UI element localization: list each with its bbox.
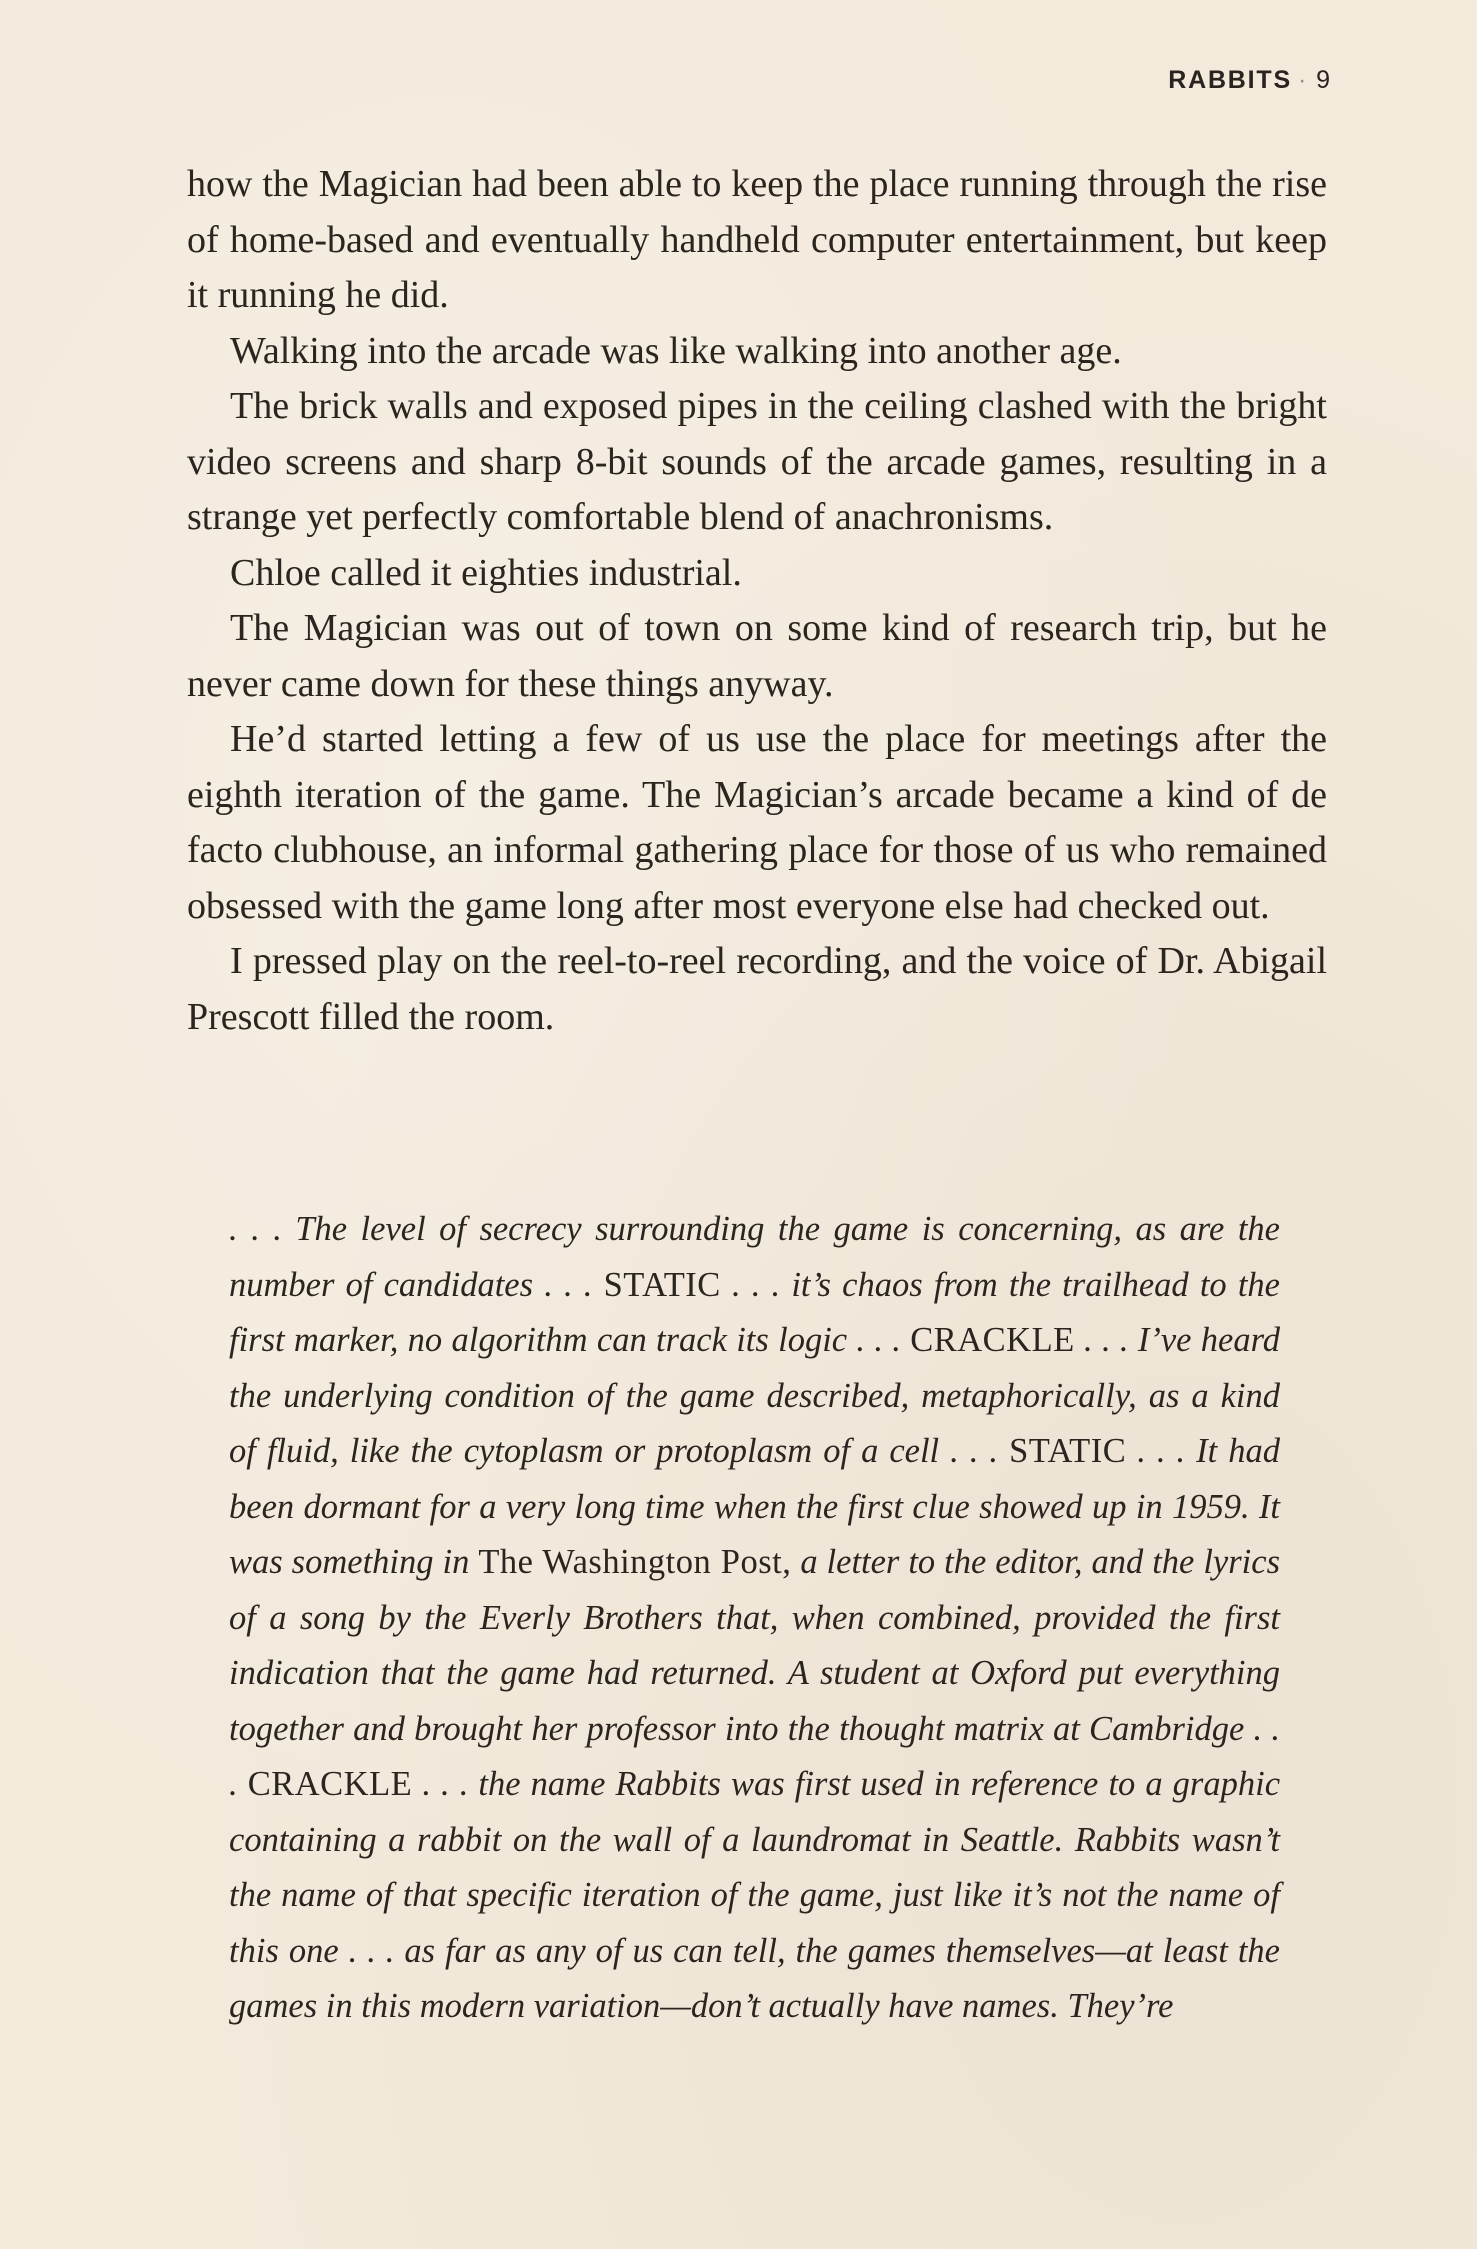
paragraph-clubhouse: He’d started letting a few of us use the place for meetings after the eighth iteration of the game. The Magician’s arcade became a kind of de facto clubhouse, an informal gathering place for those of us who remained obsessed with the game long after most everyone else had checked out. (187, 718, 1327, 927)
body-text (187, 157, 1327, 1045)
paragraph-continuation: how the Magician had been able to keep the place running through the rise of home-based and eventually handheld computer entertainment, but keep it running he did. (187, 163, 1327, 316)
header-separator: · (1297, 66, 1309, 94)
transcript-segment: a letter to the editor, and the lyrics of a song by the Everly Brothers that, when combined, provided the first indication that the game had returned. A student at Oxford put everything together and brought her professor into the thought matrix at Cambridge . . . (229, 1543, 1280, 1803)
transcript-text (229, 1202, 1280, 2035)
transcript-static: STATIC (603, 1265, 721, 1304)
transcript-newspaper-title: The Washington Post, (478, 1543, 792, 1581)
paragraph-arcade-age: Walking into the arcade was like walking into another age. (230, 329, 1122, 372)
transcript-segment: . . . the name Rabbits was first used in reference to a graphic containing a rabbit on the wall of a laundromat in Seattle. Rabbits wasn’t the name of that specific iteration of the game, just like it’s not the name of this one . . . as far as any of us can tell, the games themselves—at least the games in this modern variation—don’t actually have names. They’re (229, 1765, 1281, 2025)
transcript-segment: . . . The level of secrecy surrounding the game is concerning, as are the number of candidates . . . (229, 1210, 1280, 1304)
paragraph-magician-away: The Magician was out of town on some kind of research trip, but he never came down for these things anyway. (187, 607, 1327, 705)
transcript-static: STATIC (1009, 1432, 1127, 1470)
transcript-crackle: CRACKLE (910, 1321, 1075, 1359)
paragraph-brick-walls: The brick walls and exposed pipes in the ceiling clashed with the bright video screens and sharp 8-bit sounds of the arcade games, resulting in a strange yet perfectly comfortable blend of anachronisms. (187, 385, 1327, 538)
running-header (1168, 66, 1330, 95)
transcript-segment: . . . It had been dormant for a very long time when the first clue showed up in 1959. It was something in (229, 1432, 1280, 1581)
transcript-segment: . . . I’ve heard the underlying condition of the game described, metaphorically, as a kind of fluid, like the cytoplasm or protoplasm of a cell . . . (229, 1321, 1280, 1470)
transcript-crackle: CRACKLE (247, 1765, 413, 1803)
page-number: 9 (1316, 66, 1330, 94)
running-title: RABBITS (1168, 66, 1292, 94)
paragraph-chloe: Chloe called it eighties industrial. (230, 551, 742, 594)
recording-transcript (229, 1202, 1280, 2035)
transcript-segment: . . . it’s chaos from the trailhead to the first marker, no algorithm can track its logic . . . (229, 1265, 1280, 1359)
paragraph-pressed-play: I pressed play on the reel-to-reel recording, and the voice of Dr. Abigail Prescott filled the room. (187, 940, 1327, 1038)
